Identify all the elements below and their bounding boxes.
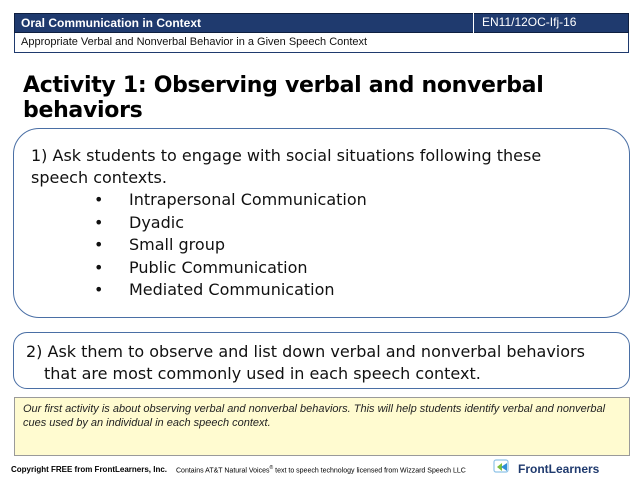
list-item-label: Public Communication bbox=[129, 257, 308, 277]
tts-credit-before: Contains AT&T Natural Voices bbox=[176, 467, 270, 475]
registered-mark: ® bbox=[269, 465, 274, 471]
list-item bbox=[94, 212, 367, 235]
bullet-icon: • bbox=[94, 190, 104, 209]
frontlearners-logo-icon bbox=[493, 458, 513, 476]
list-item-label: Mediated Communication bbox=[129, 280, 335, 299]
bullet-icon: • bbox=[94, 212, 104, 232]
course-title: Oral Communication in Context bbox=[21, 16, 202, 30]
instruction-box-1 bbox=[13, 128, 630, 318]
activity-title: Activity 1: Observing verbal and nonverbal behaviors bbox=[23, 73, 544, 123]
bullet-icon: • bbox=[94, 257, 104, 277]
bullet-icon: • bbox=[94, 280, 104, 299]
copyright-text: Copyright FREE from FrontLearners, Inc. bbox=[11, 465, 168, 474]
list-item bbox=[94, 279, 367, 302]
list-item-label: Intrapersonal Communication bbox=[129, 190, 367, 209]
tts-credit-after: text to speech technology licensed from Wizzard Speech LLC bbox=[273, 467, 466, 475]
competency-code: EN11/12OC-Ifj-16 bbox=[473, 13, 628, 33]
instruction-1-text: 1) Ask students to engage with social situations following these speech contexts. bbox=[31, 146, 542, 187]
list-item bbox=[94, 257, 367, 280]
list-item-label: Small group bbox=[129, 235, 225, 254]
header-bar bbox=[14, 13, 629, 33]
list-item bbox=[94, 234, 367, 257]
instruction-box-2 bbox=[13, 332, 630, 389]
speaker-notes-text: Our first activity is about observing verbal and nonverbal behaviors. This will help students identify verbal and nonverbal cues used by an individual in each speech context. bbox=[23, 403, 606, 429]
frontlearners-logo-text: FrontLearners bbox=[518, 462, 600, 476]
speaker-notes bbox=[14, 397, 630, 456]
lesson-subtitle: Appropriate Verbal and Nonverbal Behavior in a Given Speech Context bbox=[14, 33, 629, 53]
list-item-label: Dyadic bbox=[129, 212, 184, 232]
list-item bbox=[94, 189, 367, 212]
speech-context-list bbox=[94, 189, 367, 302]
bullet-icon: • bbox=[94, 235, 104, 254]
tts-credit bbox=[176, 465, 466, 474]
instruction-2-text: 2) Ask them to observe and list down verbal and nonverbal behaviors that are most commonly used in each speech context. bbox=[26, 342, 585, 383]
